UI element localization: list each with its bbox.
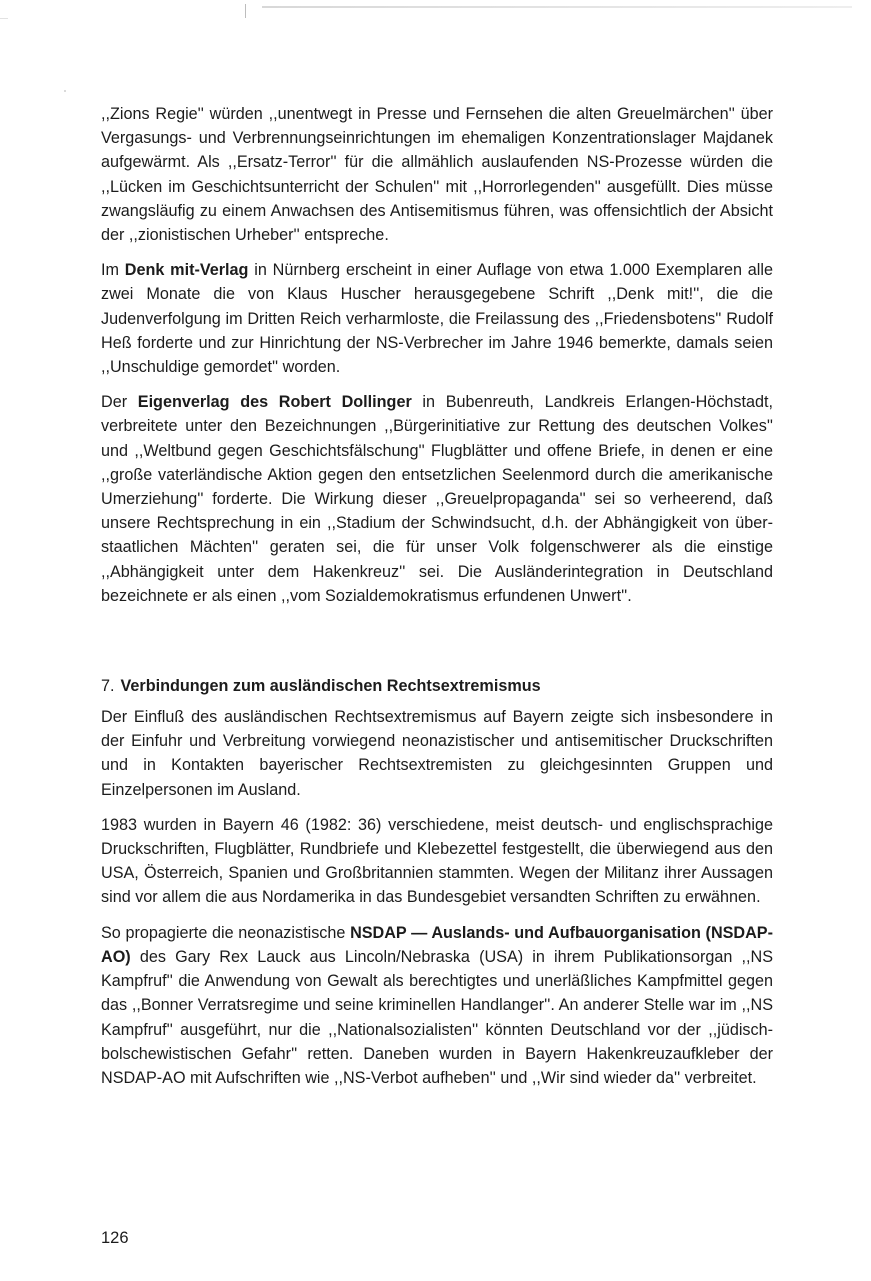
paragraph-rest: in Nürnberg erscheint in einer Auflage von etwa 1.000 Exemplaren alle zwei Monate die von Klaus Huscher herausgegebene Schrift ,,Denk mit!'', die die Judenverfolgung im Dritten Reich verharmloste, die Freilassung des ,,Friedensbotens'' Rudolf Heß forderte und zur Hinrichtung der NS-Verbrecher im Jahre 1946 bemerkte, damals seien ,,Unschuldige gemordet'' worden. [101,261,773,377]
scan-dot [64,90,66,92]
paragraph-einfluss: Der Einfluß des ausländischen Rechtsextremismus auf Bayern zeigte sich insbesondere in der Einfuhr und Verbreitung vorwiegend neonazistischer und antisemitischer Druckschriften und in Kontakten bayerischer Rechtsextremisten zu gleichgesinnten Gruppen und Einzelpersonen im Ausland. [101,708,773,799]
publisher-name: Eigenverlag des Robert Dollinger [137,393,412,412]
page-number: 126 [101,1229,129,1247]
section-heading [101,674,773,698]
scan-top-edge [262,6,852,8]
paragraph-druckschriften: 1983 wurden in Bayern 46 (1982: 36) verschiedene, meist deutsch- und englischsprachige Druckschriften, Flugblätter, Rundbriefe und Klebezettel festgestellt, die überwiegend aus den USA, Österreich, Spanien und Großbritannien stammten. Wegen der Militanz ihrer Aussagen sind vor allem die aus Nordamerika in das Bundesgebiet versandten Schriften zu erwähnen. [101,815,773,907]
organisation-name: NSDAP — Auslands- und Aufbauorganisation (NSDAP-AO) [101,923,773,966]
paragraph-rest: des Gary Rex Lauck aus Lincoln/Nebraska (USA) in ihrem Publikationsorgan ,,NS Kampfruf'' die Anwendung von Gewalt als berechtigtes und unerläßliches Kampfmittel gegen das ,,Bonner Verratsregime und seine kriminellen Handlanger''. An anderer Stelle war im ,,NS Kampfruf'' ausgeführt, nur die ,,Nationalsozialisten'' könnten Deutschland vor der ,,jüdisch-bolschewistischen Gefahr'' retten. Daneben wurden in Bayern Hakenkreuzaufkleber der NSDAP-AO mit Aufschriften wie ,,NS-Verbot aufheben'' und ,,Wir sind wieder da'' verbreitet. [101,947,773,1087]
publisher-name: Denk mit-Verlag [124,261,249,280]
page-body [101,102,773,1090]
section-number: 7. [101,677,115,696]
section-title: Verbindungen zum ausländischen Rechtsextremismus [120,677,541,696]
paragraph-lead: Im [101,261,125,280]
scan-mark [245,4,246,18]
paragraph-denk-mit-verlag [101,258,773,379]
paragraph-lead: So propagierte die neonazistische [101,923,351,942]
paragraph-dollinger [101,390,773,608]
scan-tick [0,18,8,19]
paragraph-lead: Der [101,393,138,412]
paragraph-nsdap-ao [101,921,773,1090]
paragraph-rest: in Bubenreuth, Landkreis Erlangen-Höchstadt, verbreitete unter den Bezeichnungen ,,Bürgerinitiative zur Rettung des deutschen Volkes'' und ,,Weltbund gegen Geschichtsfälschung'' Flugblätter und offene Briefe, in denen er eine ,,große vaterländische Aktion gegen den entsetzlichen Seelenmord durch die amerikanische Umerziehung'' forderte. Die Wirkung dieser ,,Greuelpropaganda'' sei so verheerend, daß unsere Rechtsprechung in ein ,,Stadium der Schwindsucht, d.h. der Abhängigkeit von überstaatlichen Mächten'' geraten sei, die für unser Volk folgenschwerer als die einstige ,,Abhängigkeit unter dem Hakenkreuz'' sei. Die Ausländerintegration in Deutschland bezeichnete er als einen ,,vom Sozialdemokratismus erfundenen Unwert''. [101,393,773,605]
paragraph-zions-regie: ,,Zions Regie'' würden ,,unentwegt in Presse und Fernsehen die alten Greuelmärchen'' über Vergasungs- und Verbrennungseinrichtungen im ehemaligen Konzentrationslager Majdanek aufgewärmt. Als ,,Ersatz-Terror'' für die allmählich auslaufenden NS-Prozesse würden die ,,Lücken im Geschichtsunterricht der Schulen'' mit ,,Horrorlegenden'' ausgefüllt. Dies müsse zwangsläufig zu einem Anwachsen des Antisemitismus führen, was offensichtlich der Absicht der ,,zionistischen Urheber'' entspreche. [101,105,773,245]
